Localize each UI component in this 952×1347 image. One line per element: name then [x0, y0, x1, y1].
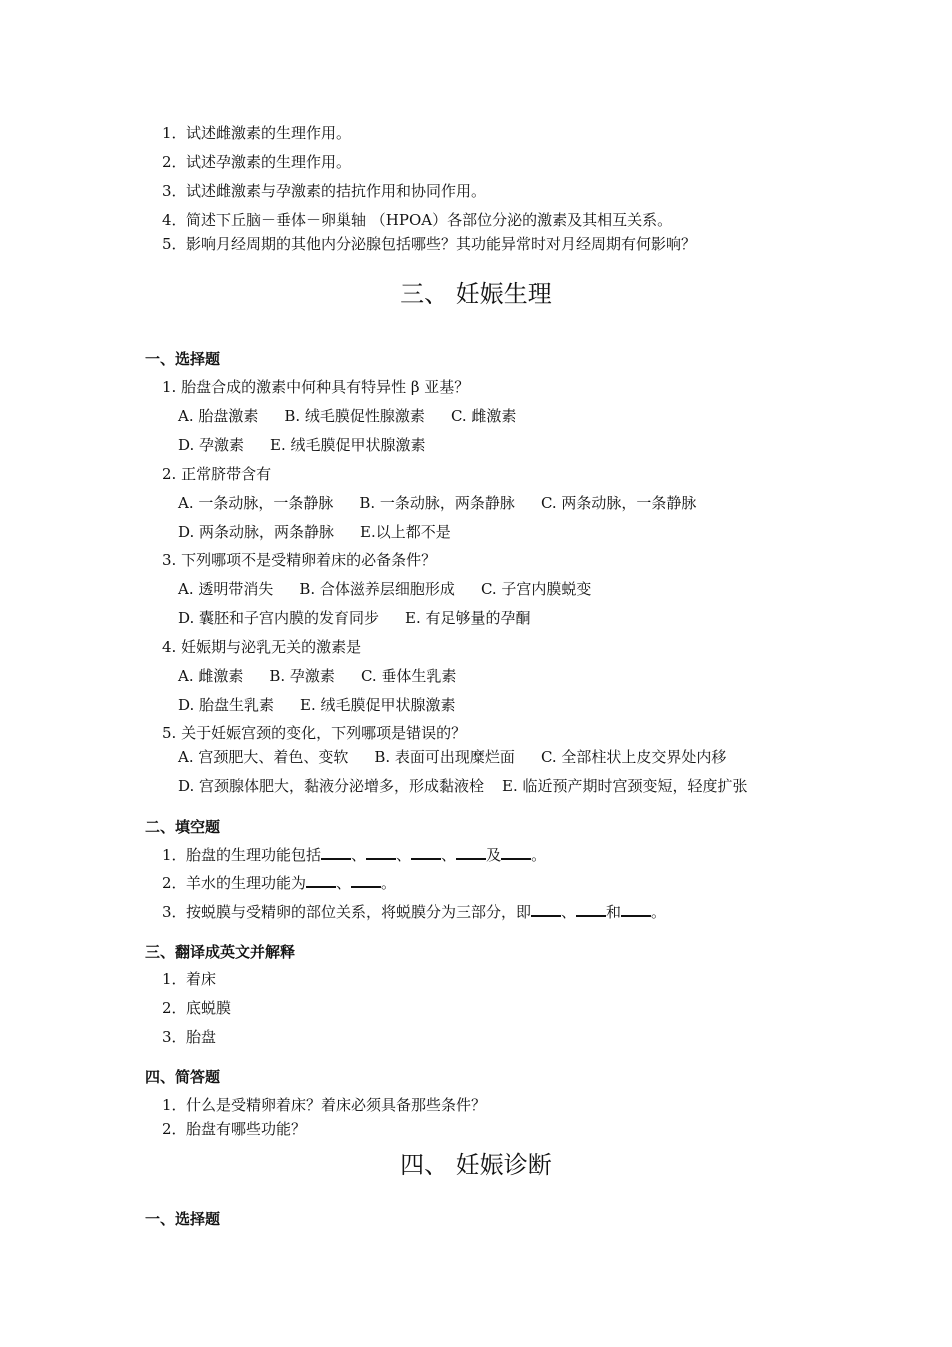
intro-question-2: 2．试述孕激素的生理作用。	[162, 153, 352, 171]
list-item: 3．胎盘	[162, 1028, 217, 1046]
section-heading: 二、填空题	[145, 818, 221, 836]
chapter-title: 三、 妊娠生理	[400, 280, 552, 308]
options-row	[178, 579, 617, 599]
options-row	[178, 406, 542, 426]
section-heading: 三、翻译成英文并解释	[145, 943, 296, 961]
option: C. 两条动脉，一条静脉	[540, 494, 697, 512]
option: C. 子宫内膜蜕变	[480, 580, 592, 598]
chapter-title: 四、 妊娠诊断	[400, 1151, 552, 1179]
fill-question-1: 1．胎盘的生理功能包括 、 、 、 及 。	[162, 846, 547, 864]
answer-blank[interactable]	[456, 846, 486, 860]
option: A. 一条动脉，一条静脉	[178, 494, 334, 512]
list-item: 1．着床	[162, 970, 217, 988]
intro-question-1: 1．试述雌激素的生理作用。	[162, 124, 352, 142]
option: D. 囊胚和子宫内膜的发育同步	[178, 609, 380, 627]
answer-blank[interactable]	[576, 903, 606, 917]
option: B. 一条动脉，两条静脉	[359, 494, 515, 512]
answer-blank[interactable]	[351, 874, 381, 888]
list-item: 2．底蜕膜	[162, 999, 232, 1017]
option: E. 绒毛膜促甲状腺激素	[300, 696, 456, 714]
answer-blank[interactable]	[621, 903, 651, 917]
options-row	[178, 695, 482, 715]
options-row	[178, 747, 752, 767]
option: B. 孕激素	[269, 667, 335, 685]
answer-blank[interactable]	[321, 846, 351, 860]
intro-question-5: 5．影响月经周期的其他内分泌腺包括哪些？其功能异常时对月经周期有何影响？	[162, 235, 697, 253]
options-row	[178, 608, 557, 628]
fill-question-2: 2．羊水的生理功能为 、 。	[162, 874, 397, 892]
option: E.以上都不是	[360, 523, 451, 541]
question-stem: 3. 下列哪项不是受精卵着床的必备条件？	[162, 551, 437, 569]
option: B. 合体滋养层细胞形成	[299, 580, 455, 598]
options-row	[178, 493, 722, 513]
option: C. 雌激素	[450, 407, 517, 425]
question-stem: 2. 正常脐带含有	[162, 465, 272, 483]
option: C. 垂体生乳素	[360, 667, 457, 685]
answer-blank[interactable]	[366, 846, 396, 860]
intro-question-3: 3．试述雌激素与孕激素的拮抗作用和协同作用。	[162, 182, 487, 200]
option: C. 全部柱状上皮交界处内移	[540, 748, 727, 766]
option: D. 宫颈腺体肥大，黏液分泌增多，形成黏液栓	[178, 777, 485, 795]
options-row	[178, 666, 482, 686]
section-heading: 一、选择题	[145, 1210, 221, 1228]
section-heading: 四、简答题	[145, 1068, 221, 1086]
option: E. 临近预产期时宫颈变短，轻度扩张	[502, 777, 748, 795]
intro-question-4: 4．简述下丘脑－垂体－卵巢轴 （HPOA）各部位分泌的激素及其相互关系。	[162, 211, 673, 229]
options-row	[178, 522, 477, 542]
fill-question-3: 3．按蜕膜与受精卵的部位关系，将蜕膜分为三部分，即 、 和 。	[162, 903, 667, 921]
question-stem: 1. 胎盘合成的激素中何种具有特异性 β 亚基？	[162, 378, 470, 396]
options-row	[178, 435, 452, 455]
section-heading: 一、选择题	[145, 350, 221, 368]
question-stem: 5. 关于妊娠宫颈的变化，下列哪项是错误的？	[162, 724, 467, 742]
option: E. 有足够量的孕酮	[405, 609, 531, 627]
option: D. 孕激素	[178, 436, 245, 454]
list-item: 1．什么是受精卵着床？着床必须具备那些条件？	[162, 1096, 487, 1114]
option: A. 透明带消失	[178, 580, 274, 598]
option: B. 绒毛膜促性腺激素	[284, 407, 425, 425]
option: A. 宫颈肥大、着色、变软	[178, 748, 349, 766]
option: A. 雌激素	[178, 667, 244, 685]
option: B. 表面可出现糜烂面	[374, 748, 515, 766]
question-stem: 4. 妊娠期与泌乳无关的激素是	[162, 638, 362, 656]
answer-blank[interactable]	[531, 903, 561, 917]
option: D. 胎盘生乳素	[178, 696, 275, 714]
answer-blank[interactable]	[306, 874, 336, 888]
option: D. 两条动脉，两条静脉	[178, 523, 335, 541]
option: A. 胎盘激素	[178, 407, 259, 425]
list-item: 2．胎盘有哪些功能？	[162, 1120, 307, 1138]
options-row	[178, 776, 774, 796]
answer-blank[interactable]	[501, 846, 531, 860]
answer-blank[interactable]	[411, 846, 441, 860]
option: E. 绒毛膜促甲状腺激素	[270, 436, 426, 454]
